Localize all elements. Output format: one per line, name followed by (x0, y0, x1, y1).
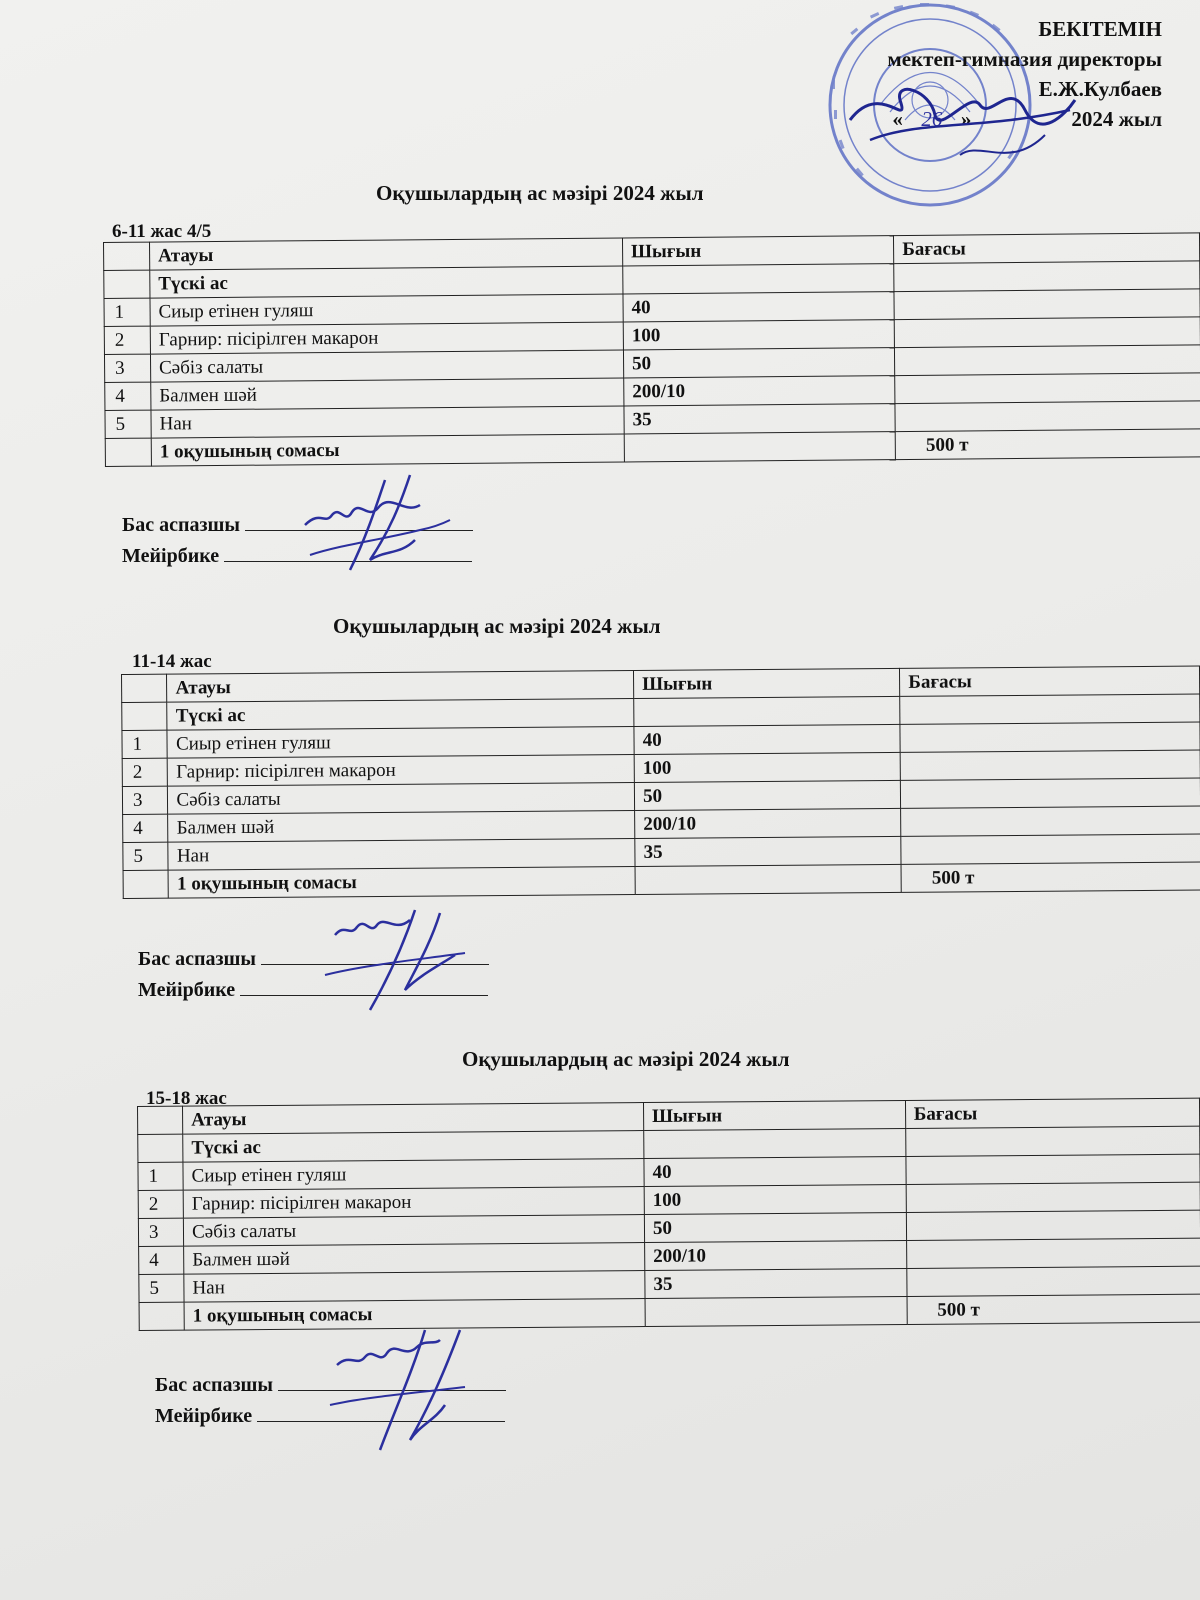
table-row: 4 Балмен шәй 200/10 (105, 373, 1200, 411)
chef-signature-line: Бас аспазшы (155, 1370, 506, 1401)
menu-title: Оқушылардың ас мәзірі 2024 жыл (376, 181, 704, 205)
table-row: 2 Гарнир: пісірілген макарон 100 (138, 1182, 1200, 1218)
header-name: Атауы (149, 238, 622, 270)
total-label: 1 оқушының сомасы (184, 1299, 645, 1331)
header-qty: Шығын (643, 1100, 905, 1130)
director-name: Е.Ж.Кулбаев (1038, 77, 1162, 101)
handwritten-signature (325, 1325, 475, 1460)
table-row: 1 Сиыр етінен гуляш 40 (104, 289, 1200, 327)
nurse-signature-line: Мейірбике (155, 1401, 506, 1432)
header-num (104, 242, 150, 270)
approval-position: мектеп-гимназия директоры (887, 47, 1162, 71)
table-row: 5 Нан 35 (139, 1266, 1200, 1302)
header-qty: Шығын (623, 236, 894, 266)
age-group: 15-18 жас (146, 1088, 227, 1109)
approval-day: 26 (921, 107, 943, 131)
table-row: 3 Сәбіз салаты 50 (122, 778, 1200, 814)
table-row: 4 Балмен шәй 200/10 (123, 806, 1200, 842)
meal-name: Түскі ас (183, 1131, 644, 1163)
table-row: 4 Балмен шәй 200/10 (139, 1238, 1200, 1274)
table-row: 3 Сәбіз салаты 50 (138, 1210, 1200, 1246)
total-label: 1 оқушының сомасы (151, 434, 624, 466)
header-name: Атауы (167, 670, 634, 702)
director-signature (840, 60, 1080, 180)
table-row: 1 Сиыр етінен гуляш 40 (122, 722, 1200, 758)
total-price: 500 т (907, 1294, 1200, 1324)
approval-year: 2024 жыл (1071, 107, 1162, 131)
table-row: 5 Нан 35 (105, 401, 1200, 439)
menu-title: Оқушылардың ас мәзірі 2024 жыл (462, 1047, 790, 1071)
menu-table (103, 232, 1200, 467)
total-price: 500 т (901, 862, 1200, 892)
table-row: 3 Сәбіз салаты 50 (104, 345, 1200, 383)
table-row: 1 Сиыр етінен гуляш 40 (138, 1154, 1200, 1190)
header-name: Атауы (183, 1103, 644, 1135)
menu-table (137, 1098, 1200, 1331)
age-group: 6-11 жас 4/5 (112, 221, 212, 242)
meal-name: Түскі ас (167, 698, 634, 730)
chef-signature-line: Бас аспазшы (138, 944, 489, 975)
total-label: 1 оқушының сомасы (169, 866, 636, 898)
menu-table (121, 666, 1200, 899)
meal-name: Түскі ас (150, 266, 623, 298)
approval-heading: БЕКІТЕМІН (1038, 17, 1162, 41)
age-group: 11-14 жас (132, 651, 212, 672)
chef-signature-line: Бас аспазшы (122, 510, 473, 541)
menu-title: Оқушылардың ас мәзірі 2024 жыл (333, 614, 661, 638)
table-row: 5 Нан 35 (123, 834, 1200, 870)
approval-date: « 26 » 2024 жыл (887, 104, 1162, 134)
handwritten-signature (315, 905, 475, 1020)
table-row: 2 Гарнир: пісірілген макарон 100 (122, 750, 1200, 786)
header-qty: Шығын (634, 668, 900, 698)
handwritten-signature (290, 470, 460, 590)
header-price: Бағасы (905, 1098, 1200, 1128)
header-price: Бағасы (894, 233, 1200, 264)
total-price: 500 т (895, 429, 1200, 460)
nurse-signature-line: Мейірбике (138, 975, 489, 1006)
header-price: Бағасы (900, 666, 1200, 696)
nurse-signature-line: Мейірбике (122, 541, 473, 572)
table-row: 2 Гарнир: пісірілген макарон 100 (104, 317, 1200, 355)
